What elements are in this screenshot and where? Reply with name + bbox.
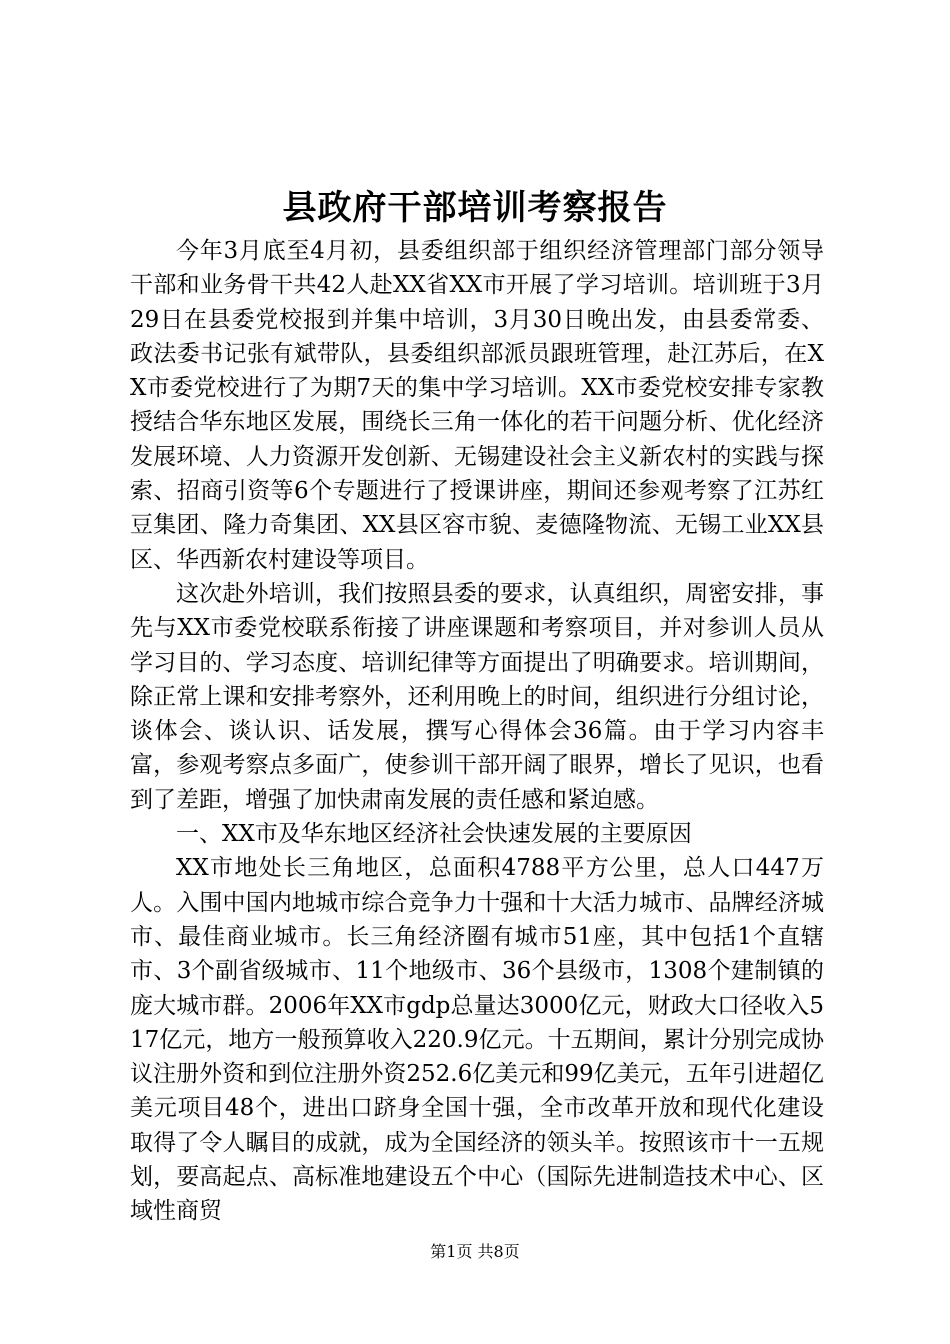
paragraph-city-overview: XX市地处长三角地区，总面积4788平方公里，总人口447万人。入围中国内地城市综合竞争力十强和十大活力城市、品牌经济城市、最佳商业城市。长三角经济圈有城市51座，其中包括1个直辖市、3个副省级城市、11个地级市、36个县级市，1308个建制镇的庞大城市群。2006年XX市gdp总量达3000亿元，财政大口径收入517亿元，地方一般预算收入220.9亿元。十五期间，累计分别完成协议注册外资和到位注册外资252.6亿美元和99亿美元，五年引进超亿美元项目48个，进出口跻身全国十强，全市改革开放和现代化建设取得了令人瞩目的成就，成为全国经济的领头羊。按照该市十一五规划，要高起点、高标准地建设五个中心（国际先进制造技术中心、区域性商贸 <box>130 855 824 1225</box>
document-body <box>130 234 824 1229</box>
paragraph-intro: 今年3月底至4月初，县委组织部于组织经济管理部门部分领导干部和业务骨干共42人赴XX省XX市开展了学习培训。培训班于3月29日在县委党校报到并集中培训，3月30日晚出发，由县委常委、政法委书记张有斌带队，县委组织部派员跟班管理，赴江苏后，在XX市委党校进行了为期7天的集中学习培训。XX市委党校安排专家教授结合华东地区发展，围绕长三角一体化的若干问题分析、优化经济发展环境、人力资源开发创新、无锡建设社会主义新农村的实践与探索、招商引资等6个专题进行了授课讲座，期间还参观考察了江苏红豆集团、隆力奇集团、XX县区容市貌、麦德隆物流、无锡工业XX县区、华西新农村建设等项目。 <box>130 238 824 573</box>
page-footer: 第1页 共8页 <box>430 1242 520 1261</box>
paragraph-training: 这次赴外培训，我们按照县委的要求，认真组织，周密安排，事先与XX市委党校联系衔接了讲座课题和考察项目，并对参训人员从学习目的、学习态度、培训纪律等方面提出了明确要求。培训期间，除正常上课和安排考察外，还利用晚上的时间，组织进行分组讨论，谈体会、谈认识、话发展，撰写心得体会36篇。由于学习内容丰富，参观考察点多面广，使参训干部开阔了眼界，增长了见识，也看到了差距，增强了加快肃南发展的责任感和紧迫感。 <box>130 580 824 813</box>
section-heading: 一、XX市及华东地区经济社会快速发展的主要原因 <box>176 821 692 848</box>
document-title: 县政府干部培训考察报告 <box>282 188 668 228</box>
